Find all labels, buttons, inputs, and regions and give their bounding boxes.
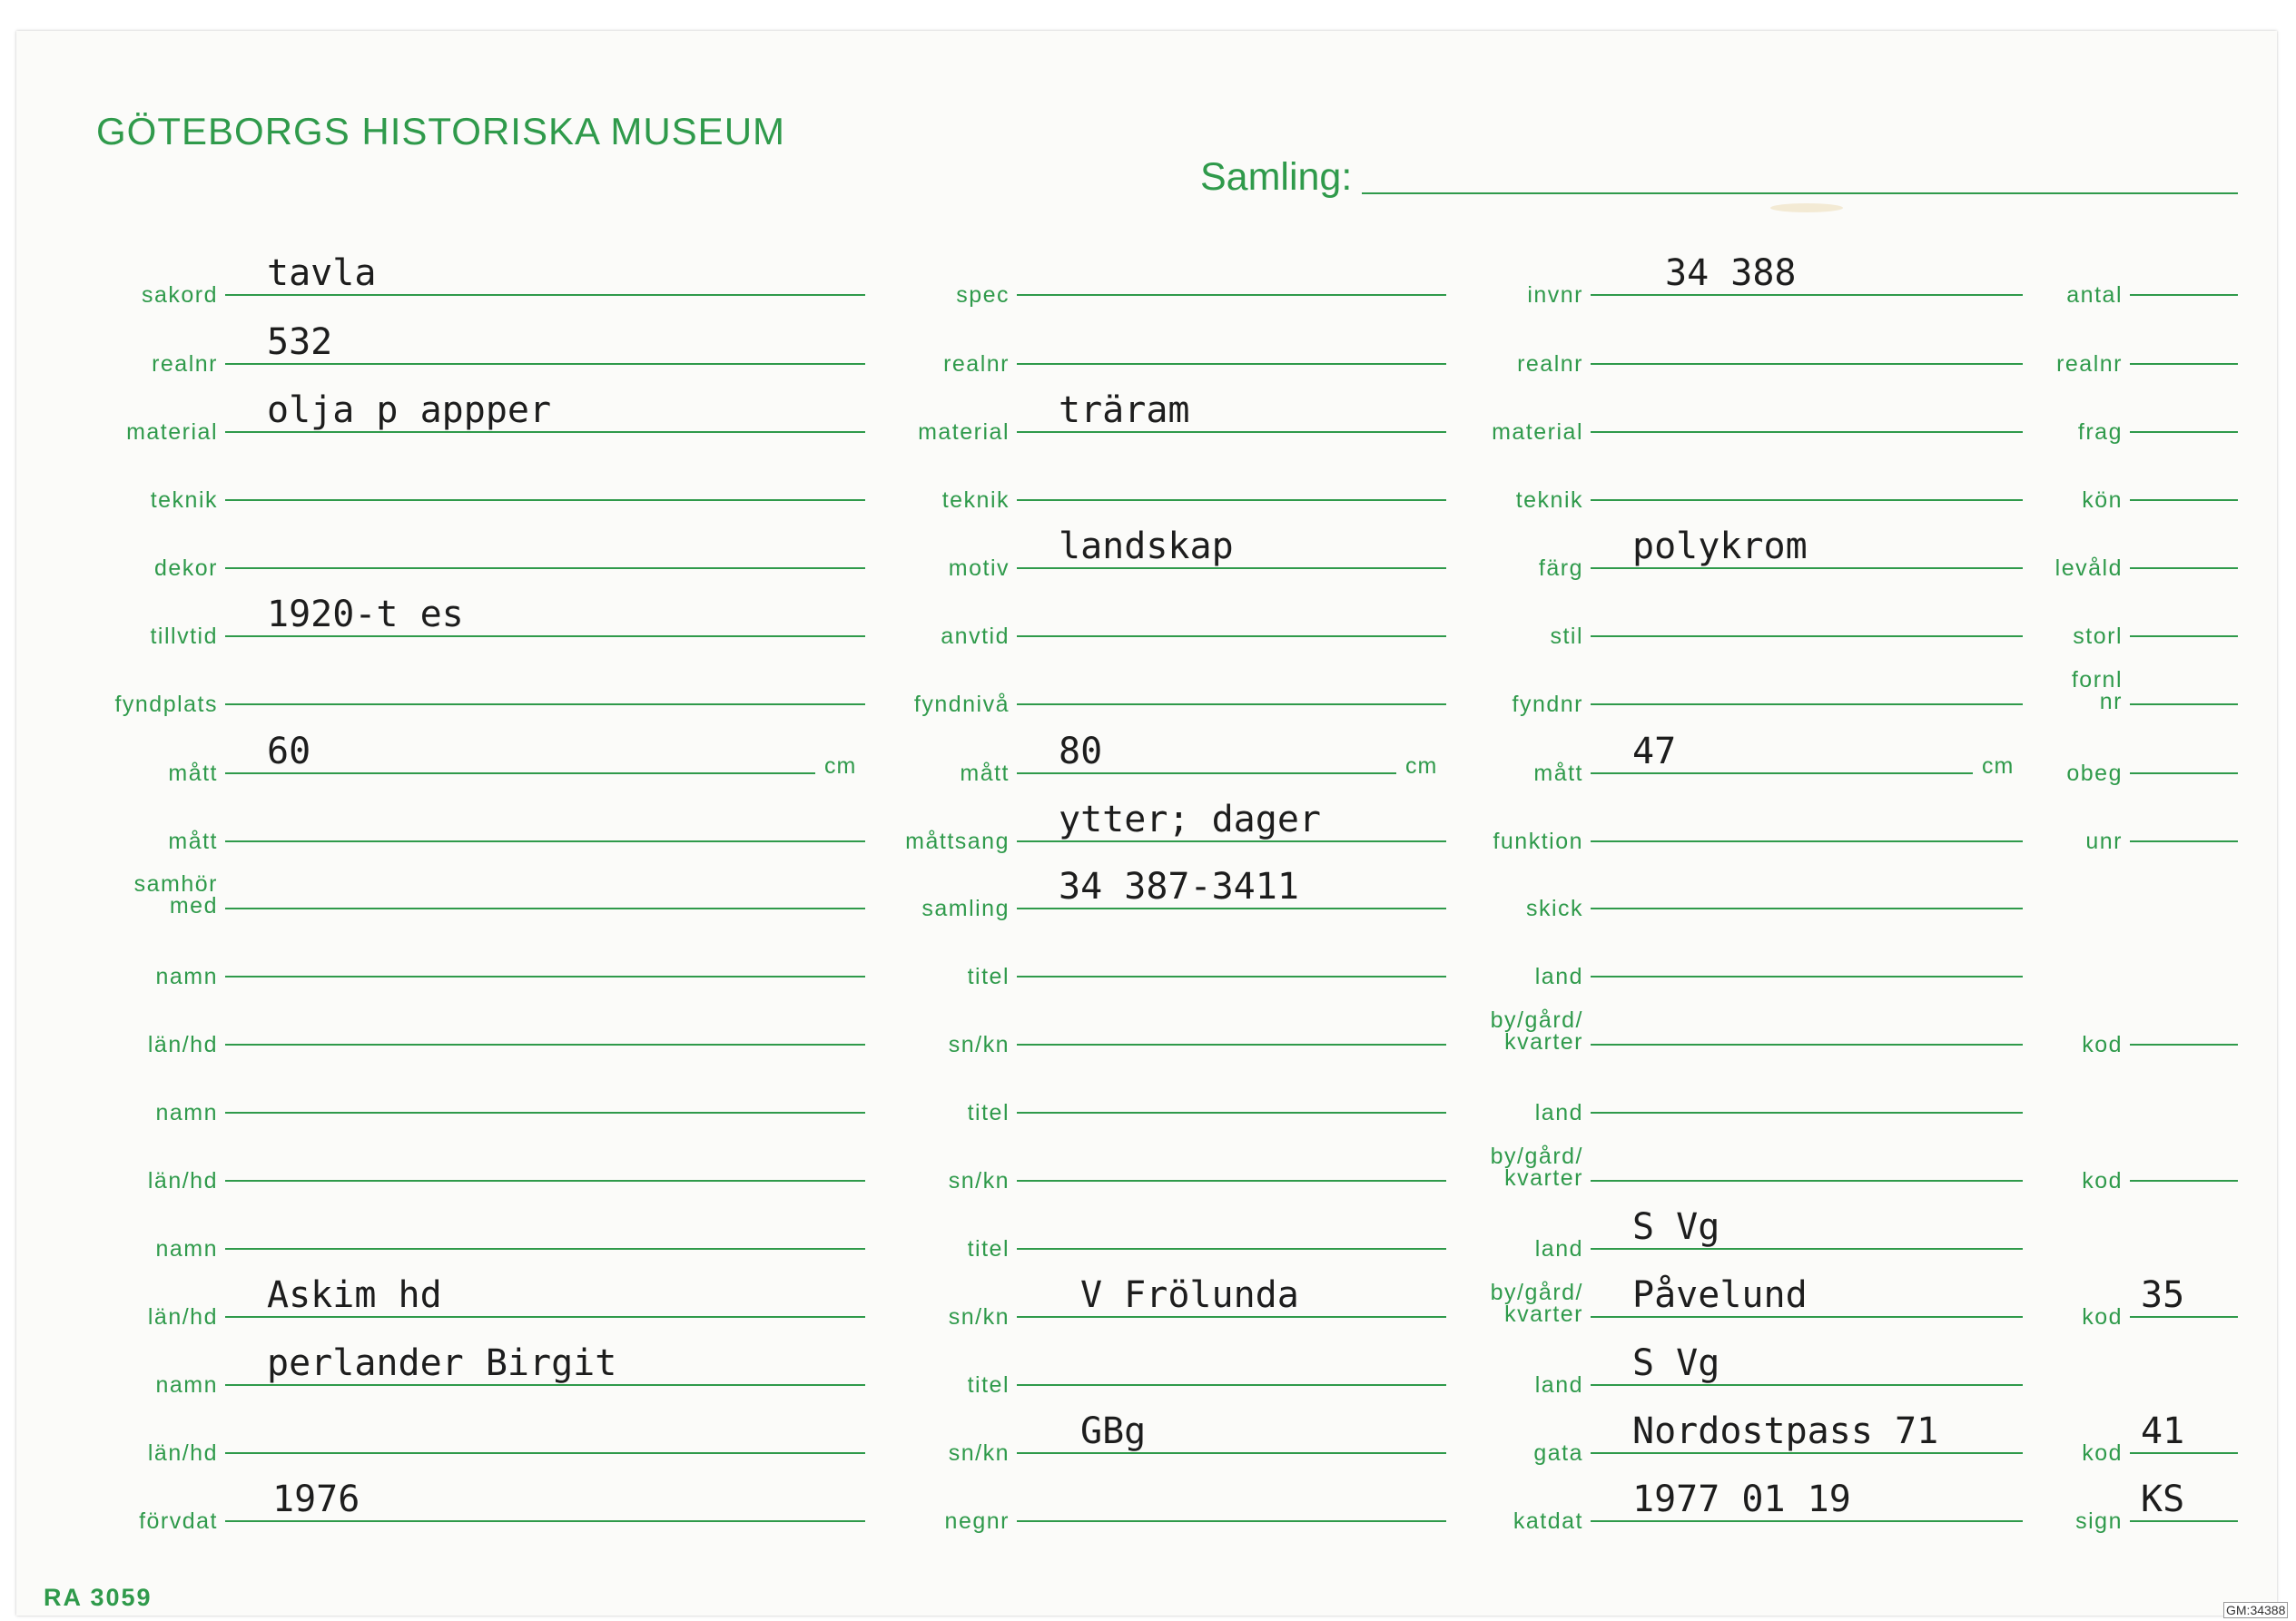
field-line-antal [2130,294,2238,296]
field-namn-3[interactable] [155,1195,865,1262]
field-label-lanhd-4: län/hd [147,1440,218,1466]
field-snkn-1[interactable] [948,991,1446,1057]
field-label-fyndplats: fyndplats [114,692,218,717]
field-line-kod-3 [2130,1316,2238,1318]
field-label-snkn-3: sn/kn [948,1304,1010,1330]
field-value-forvdat: 1976 [272,1479,360,1520]
field-fyndnr[interactable] [1512,651,2023,717]
field-stil[interactable] [1550,583,2023,649]
field-line-titel-1 [1017,976,1446,978]
field-label-spec: spec [956,282,1010,308]
field-value-matt-4: 47 [1632,731,1677,772]
samling-label: Samling: [1200,155,1353,199]
field-matt-4[interactable] [1533,720,2015,786]
field-line-land-4 [1591,1384,2023,1386]
paper-stain [1770,203,1843,212]
field-kod-4[interactable] [2082,1400,2238,1466]
field-line-levald [2130,567,2238,569]
field-line-mattsang [1017,840,1446,842]
field-label-namn-1: namn [155,964,218,989]
field-line-lanhd-4 [225,1452,865,1454]
field-realnr-2[interactable] [943,310,1446,377]
field-label-kod-2: kod [2082,1168,2123,1194]
field-invnr[interactable] [1527,241,2023,308]
field-value-sign: KS [2141,1479,2185,1520]
field-antal[interactable] [2066,241,2238,308]
field-funktion[interactable] [1493,788,2023,854]
field-label-unr: unr [2085,829,2123,854]
field-label-bygard-3-line-2: kvarter [1504,1302,1583,1327]
field-teknik-3[interactable] [1515,447,2023,513]
field-line-fyndplats [225,703,865,705]
field-value-tillvtid: 1920-t es [267,594,464,635]
field-label-snkn-2: sn/kn [948,1168,1010,1194]
field-value-motiv: landskap [1059,526,1234,567]
field-storl[interactable] [2073,583,2238,649]
field-line-realnr-2 [1017,363,1446,365]
field-line-samling [1017,908,1446,909]
field-frag[interactable] [2077,378,2238,445]
field-line-skick [1591,908,2023,909]
field-label-mattsang: måttsang [905,829,1010,854]
field-line-bygard-2 [1591,1180,2023,1182]
field-realnr-4[interactable] [2056,310,2238,377]
field-label-land-4: land [1534,1372,1583,1398]
field-label-kod-3: kod [2082,1304,2123,1330]
field-katdat[interactable] [1513,1468,2023,1534]
field-negnr[interactable] [944,1468,1446,1534]
field-line-lanhd-1 [225,1044,865,1046]
field-value-snkn-3: V Frölunda [1080,1274,1299,1316]
field-label-material-3: material [1492,419,1583,445]
field-label-realnr-4: realnr [2056,351,2123,377]
field-gata[interactable] [1533,1400,2023,1466]
field-value-matt-1: 60 [267,731,311,772]
field-material-2[interactable] [918,378,1446,445]
field-matt-1[interactable] [168,720,857,786]
field-value-land-4: S Vg [1632,1342,1720,1384]
field-line-bygard-3 [1591,1316,2023,1318]
field-label-bygard-2 [1491,1145,1583,1189]
field-line-namn-3 [225,1248,865,1250]
field-label-kod-1: kod [2082,1032,2123,1057]
field-line-negnr [1017,1520,1446,1522]
field-value-gata: Nordostpass 71 [1632,1410,1939,1452]
field-label-fornl-nr-line-1: fornl [2071,667,2123,693]
field-kod-1[interactable] [2082,991,2238,1057]
field-label-fornl-nr-line-2: nr [2099,689,2123,714]
field-line-material-2 [1017,431,1446,433]
field-lanhd-4[interactable] [147,1400,865,1466]
field-realnr-1[interactable] [152,310,865,377]
field-samling[interactable] [921,855,1446,921]
field-titel-1[interactable] [967,923,1446,989]
field-line-lanhd-2 [225,1180,865,1182]
samling-field-line[interactable] [1362,192,2238,194]
field-value-kod-3: 35 [2141,1274,2185,1316]
field-label-namn-2: namn [155,1100,218,1125]
field-label-land-2: land [1534,1100,1583,1125]
field-label-anvtid: anvtid [941,624,1010,649]
field-label-bygard-1 [1491,1009,1583,1053]
field-line-teknik-3 [1591,499,2023,501]
field-land-2[interactable] [1534,1059,2023,1125]
field-line-realnr-3 [1591,363,2023,365]
field-label-material-2: material [918,419,1010,445]
field-label-realnr-1: realnr [152,351,218,377]
field-line-kon [2130,499,2238,501]
field-value-invnr: 34 388 [1665,252,1797,294]
field-dekor[interactable] [153,515,865,581]
field-unr[interactable] [2085,788,2238,854]
field-label-fyndniva: fyndnivå [913,692,1010,717]
field-line-funktion [1591,840,2023,842]
field-line-sakord [225,294,865,296]
field-line-kod-1 [2130,1044,2238,1046]
field-line-material-1 [225,431,865,433]
field-line-teknik-2 [1017,499,1446,501]
field-line-namn-4 [225,1384,865,1386]
field-teknik-1[interactable] [150,447,865,513]
field-label-antal: antal [2066,282,2123,308]
field-value-land-3: S Vg [1632,1206,1720,1248]
field-label-forvdat: förvdat [139,1508,218,1534]
field-line-obeg [2130,772,2238,774]
field-snkn-3[interactable] [948,1263,1446,1330]
field-value-realnr-1: 532 [267,321,333,363]
field-line-fyndnr [1591,703,2023,705]
field-label-lanhd-3: län/hd [147,1304,218,1330]
field-value-material-1: olja p appper [267,389,552,431]
field-label-realnr-2: realnr [943,351,1010,377]
field-line-frag [2130,431,2238,433]
field-line-snkn-3 [1017,1316,1446,1318]
field-mattsang[interactable] [905,788,1446,854]
field-sign[interactable] [2075,1468,2238,1534]
field-line-kod-4 [2130,1452,2238,1454]
field-unit-matt-1: cm [824,753,857,779]
field-line-gata [1591,1452,2023,1454]
field-label-titel-4: titel [967,1372,1010,1398]
field-namn-2[interactable] [155,1059,865,1125]
field-value-namn-4: perlander Birgit [267,1342,617,1384]
field-motiv[interactable] [948,515,1446,581]
field-line-farg [1591,567,2023,569]
field-kod-3[interactable] [2082,1263,2238,1330]
field-label-fyndnr: fyndnr [1512,692,1583,717]
field-fyndniva[interactable] [913,651,1446,717]
field-line-realnr-4 [2130,363,2238,365]
field-line-land-2 [1591,1112,2023,1114]
field-line-unr [2130,840,2238,842]
field-anvtid[interactable] [941,583,1446,649]
field-obeg[interactable] [2066,720,2238,786]
field-spec[interactable] [956,241,1446,308]
field-label-teknik-1: teknik [150,487,218,513]
field-label-tillvtid: tillvtid [150,624,218,649]
field-label-namn-3: namn [155,1236,218,1262]
field-label-lanhd-1: län/hd [147,1032,218,1057]
field-skick[interactable] [1525,855,2023,921]
field-line-matt-1 [225,772,815,774]
field-label-snkn-4: sn/kn [948,1440,1010,1466]
field-bygard-3[interactable] [1490,1263,2023,1327]
field-label-samhor-med-line-2: med [169,893,218,919]
field-namn-1[interactable] [155,923,865,989]
field-kod-2[interactable] [2082,1127,2238,1194]
field-label-samhor-med [134,873,218,917]
field-label-sakord: sakord [141,282,218,308]
field-sakord[interactable] [141,241,865,308]
field-line-land-3 [1591,1248,2023,1250]
field-line-titel-3 [1017,1248,1446,1250]
field-farg[interactable] [1538,515,2023,581]
field-line-storl [2130,635,2238,637]
field-namn-4[interactable] [155,1331,865,1398]
field-line-fornl-nr [2130,703,2238,705]
field-lanhd-3[interactable] [147,1263,865,1330]
field-line-bygard-1 [1591,1044,2023,1046]
field-label-snkn-1: sn/kn [948,1032,1010,1057]
field-label-matt-4: mått [1533,761,1583,786]
field-value-material-2: träram [1059,389,1190,431]
field-bygard-1[interactable] [1490,991,2023,1055]
field-snkn-2[interactable] [948,1127,1446,1194]
field-value-bygard-3: Påvelund [1632,1274,1808,1316]
field-label-frag: frag [2077,419,2123,445]
field-forvdat[interactable] [139,1468,865,1534]
field-land-4[interactable] [1534,1331,2023,1398]
field-line-matt-4 [1591,772,1973,774]
field-label-dekor: dekor [153,555,218,581]
field-line-stil [1591,635,2023,637]
field-line-fyndniva [1017,703,1446,705]
field-tillvtid[interactable] [150,583,865,649]
field-label-bygard-3 [1491,1282,1583,1325]
field-fyndplats[interactable] [114,651,865,717]
field-label-bygard-2-line-1: by/gård/ [1490,1144,1583,1169]
field-label-gata: gata [1533,1440,1583,1466]
field-label-bygard-3-line-1: by/gård/ [1490,1280,1583,1305]
field-lanhd-1[interactable] [147,991,865,1057]
field-line-dekor [225,567,865,569]
field-label-namn-4: namn [155,1372,218,1398]
museum-title: GÖTEBORGS HISTORISKA MUSEUM [96,110,786,152]
field-label-titel-1: titel [967,964,1010,989]
field-line-realnr-1 [225,363,865,365]
field-label-realnr-3: realnr [1517,351,1583,377]
field-label-titel-2: titel [967,1100,1010,1125]
field-value-lanhd-3: Askim hd [267,1274,442,1316]
field-line-sign [2130,1520,2238,1522]
field-label-storl: storl [2073,624,2123,649]
field-label-fornl-nr [2072,669,2123,712]
field-land-1[interactable] [1534,923,2023,989]
field-value-mattsang: ytter; dager [1059,799,1321,840]
field-label-stil: stil [1550,624,1583,649]
field-label-katdat: katdat [1513,1508,1583,1534]
field-line-motiv [1017,567,1446,569]
field-value-sakord: tavla [267,252,377,294]
field-line-matt-2 [225,840,865,842]
field-line-namn-2 [225,1112,865,1114]
field-label-sign: sign [2075,1508,2123,1534]
field-label-skick: skick [1525,896,1583,921]
field-label-lanhd-2: län/hd [147,1168,218,1194]
field-line-matt-3 [1017,772,1396,774]
field-value-snkn-4: GBg [1080,1410,1147,1452]
field-fornl-nr[interactable] [2071,651,2238,714]
field-line-tillvtid [225,635,865,637]
field-line-katdat [1591,1520,2023,1522]
field-label-teknik-3: teknik [1515,487,1583,513]
field-line-titel-4 [1017,1384,1446,1386]
field-titel-2[interactable] [967,1059,1446,1125]
field-label-samling: samling [921,896,1010,921]
field-line-forvdat [225,1520,865,1522]
field-line-invnr [1591,294,2023,296]
field-label-invnr: invnr [1527,282,1583,308]
field-label-material-1: material [126,419,218,445]
field-line-teknik-1 [225,499,865,501]
field-realnr-3[interactable] [1517,310,2023,377]
field-value-katdat: 1977 01 19 [1632,1479,1851,1520]
field-material-1[interactable] [126,378,865,445]
field-label-kon: kön [2082,487,2123,513]
field-teknik-2[interactable] [941,447,1446,513]
field-line-land-1 [1591,976,2023,978]
field-label-obeg: obeg [2066,761,2123,786]
field-matt-2[interactable] [168,788,865,854]
field-value-samling: 34 387-3411 [1059,866,1299,908]
form-code: RA 3059 [44,1584,153,1611]
field-lanhd-2[interactable] [147,1127,865,1194]
field-titel-3[interactable] [967,1195,1446,1262]
field-titel-4[interactable] [967,1331,1446,1398]
field-value-farg: polykrom [1632,526,1808,567]
field-label-titel-3: titel [967,1236,1010,1262]
inventory-stamp: GM:34388 [2223,1602,2288,1618]
field-value-kod-4: 41 [2141,1410,2185,1452]
field-snkn-4[interactable] [948,1400,1446,1466]
field-label-farg: färg [1538,555,1583,581]
field-label-land-3: land [1534,1236,1583,1262]
field-label-matt-1: mått [168,761,218,786]
field-line-namn-1 [225,976,865,978]
field-label-bygard-1-line-1: by/gård/ [1490,1007,1583,1033]
field-label-land-1: land [1534,964,1583,989]
field-label-matt-3: mått [960,761,1010,786]
field-value-matt-3: 80 [1059,731,1103,772]
field-label-negnr: negnr [944,1508,1010,1534]
field-line-snkn-1 [1017,1044,1446,1046]
field-label-kod-4: kod [2082,1440,2123,1466]
field-line-titel-2 [1017,1112,1446,1114]
field-matt-3[interactable] [960,720,1438,786]
field-label-levald: levåld [2055,555,2123,581]
field-label-teknik-2: teknik [941,487,1010,513]
field-line-snkn-4 [1017,1452,1446,1454]
field-label-bygard-2-line-2: kvarter [1504,1165,1583,1191]
field-label-funktion: funktion [1493,829,1583,854]
field-line-spec [1017,294,1446,296]
field-kon[interactable] [2082,447,2238,513]
field-samhor-med[interactable] [133,855,865,919]
field-line-anvtid [1017,635,1446,637]
field-unit-matt-4: cm [1982,753,2015,779]
field-line-material-3 [1591,431,2023,433]
field-material-3[interactable] [1492,378,2023,445]
field-levald[interactable] [2055,515,2238,581]
field-land-3[interactable] [1534,1195,2023,1262]
field-label-samhor-med-line-1: samhör [133,871,218,897]
field-label-bygard-1-line-2: kvarter [1504,1029,1583,1055]
field-label-matt-2: mått [168,829,218,854]
field-bygard-2[interactable] [1490,1127,2023,1191]
field-line-snkn-2 [1017,1180,1446,1182]
field-label-motiv: motiv [948,555,1010,581]
field-line-samhor-med [225,908,865,909]
field-unit-matt-3: cm [1405,753,1438,779]
field-line-lanhd-3 [225,1316,865,1318]
field-line-kod-2 [2130,1180,2238,1182]
